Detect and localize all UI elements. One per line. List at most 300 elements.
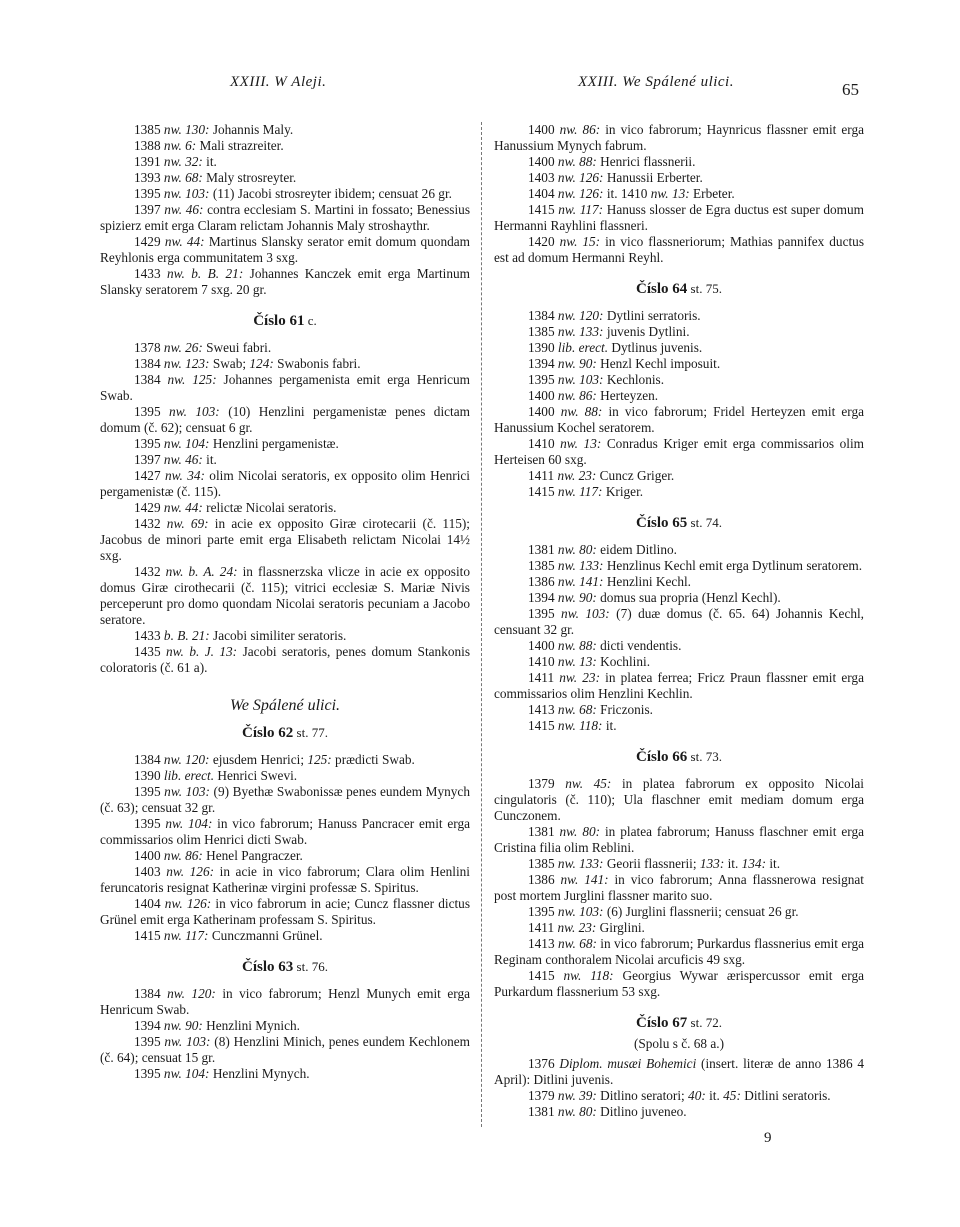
entry-text: 1411 — [528, 670, 560, 685]
entry-text: it. 1410 — [606, 186, 651, 201]
entry-text: 1397 — [134, 452, 164, 467]
entry-text: in vico fabrorum; Haynricus flassner emit erga Hanussium Mynych fabrum. — [494, 122, 865, 153]
source-reference: nw. 118: — [563, 968, 623, 983]
entry-text: 1415 — [528, 202, 559, 217]
entry-text: 1379 — [528, 776, 566, 791]
source-reference: nw. 68: — [557, 702, 601, 717]
entry-text: 1394 — [134, 1018, 164, 1033]
entry-text: 1393 — [134, 170, 164, 185]
entry-text: 1391 — [134, 154, 164, 169]
source-reference: nw. 6: — [163, 138, 200, 153]
source-reference: nw. 13: — [650, 186, 694, 201]
record-entry — [494, 1056, 864, 1088]
source-reference: nw. 44: — [164, 234, 209, 249]
record-entry — [100, 452, 470, 468]
entry-text: 1400 — [528, 154, 558, 169]
record-entry — [100, 340, 470, 356]
house-number-heading — [494, 280, 864, 298]
entry-text: 1394 — [528, 590, 558, 605]
entry-text: relictæ Nicolai seratoris. — [206, 500, 337, 515]
source-reference: nw. 120: — [167, 986, 223, 1001]
entry-text: it. — [769, 856, 781, 871]
source-reference: nw. 141: — [557, 574, 607, 589]
entry-text: Johannis Maly. — [212, 122, 294, 137]
source-reference: nw. 126: — [557, 186, 607, 201]
record-entry — [494, 936, 864, 968]
source-reference: nw. 120: — [163, 752, 213, 767]
entry-text: Friczonis. — [600, 702, 653, 717]
entry-text: it. — [605, 718, 617, 733]
entry-text: Henrici Swevi. — [217, 768, 298, 783]
entry-text: Hanuss slosser de Egra ductus est super domum Hermanni Rayhlini flassneri. — [494, 202, 865, 233]
source-reference: nw. 88: — [560, 404, 609, 419]
entry-text: Henzlini Kechl. — [606, 574, 691, 589]
source-reference: nw. 130: — [163, 122, 213, 137]
source-reference: nw. 103: — [164, 784, 214, 799]
entry-text: it. — [206, 154, 217, 169]
entry-text: 1415 — [528, 484, 558, 499]
source-reference: nw. 126: — [166, 864, 220, 879]
entry-text: Ditlino seratori; — [600, 1088, 689, 1103]
record-entry — [494, 1088, 864, 1104]
source-reference: nw. 26: — [163, 340, 207, 355]
entry-text: Kochlini. — [600, 654, 651, 669]
record-entry — [494, 308, 864, 324]
house-old-number: c. — [304, 313, 317, 328]
house-old-number: st. 72. — [687, 1015, 722, 1030]
record-entry — [100, 170, 470, 186]
source-reference: nw. 103: — [164, 1034, 215, 1049]
record-entry — [100, 1034, 470, 1066]
entry-text: Mali strazreiter. — [199, 138, 284, 153]
source-reference: nw. 23: — [557, 920, 600, 935]
entry-text: Johannes pergamenista emit erga Henricum Swab. — [100, 372, 470, 403]
entry-text: 1388 — [134, 138, 164, 153]
entry-text: in platea fabrorum ex opposito Nicolai cingulatoris (č. 110); Ula flaschner emit mediam domum erga Cunczonem. — [494, 776, 864, 823]
entry-text: 1385 — [134, 122, 164, 137]
record-entry — [100, 404, 470, 436]
entry-text: Kriger. — [605, 484, 644, 499]
record-entry — [100, 122, 470, 138]
source-reference: nw. 15: — [559, 234, 606, 249]
record-entry — [100, 138, 470, 154]
source-reference: nw. 68: — [557, 936, 601, 951]
entry-text: 1386 — [528, 872, 561, 887]
house-number-heading — [494, 748, 864, 766]
house-old-number: st. 73. — [687, 749, 722, 764]
house-number: Číslo 65 — [636, 515, 688, 531]
entry-text: Swab; — [212, 356, 250, 371]
street-section-heading: We Spálené ulici. — [229, 697, 341, 714]
running-header-right: XXIII. We Spálené ulici. — [578, 74, 734, 90]
house-number: Číslo 67 — [636, 1015, 688, 1031]
entry-text: in vico fabrorum; Anna flassnerowa resignat post mortem Jurglini flassner marito suo. — [494, 872, 864, 903]
entry-text: 1384 — [134, 356, 164, 371]
entry-text: 1400 — [134, 848, 164, 863]
source-reference: nw. 118: — [557, 718, 606, 733]
source-reference: b. B. 21: — [163, 628, 214, 643]
entry-text: Ditlini seratoris. — [744, 1088, 831, 1103]
record-entry — [100, 154, 470, 170]
source-reference: nw. 34: — [164, 468, 210, 483]
source-reference: nw. 103: — [557, 904, 607, 919]
source-reference: 45: — [723, 1088, 745, 1103]
entry-text: (9) Byethæ Swabonissæ penes eundem Mynych (č. 63); censuat 32 gr. — [100, 784, 470, 815]
entry-text: 1413 — [528, 702, 558, 717]
record-entry — [100, 784, 470, 816]
entry-text: 1395 — [134, 1034, 165, 1049]
entry-text: juvenis Dytlini. — [606, 324, 690, 339]
entry-text: domus sua propria (Henzl Kechl). — [600, 590, 781, 605]
entry-text: 1397 — [134, 202, 165, 217]
entry-text: 1390 — [528, 340, 558, 355]
entry-text: Girglini. — [599, 920, 645, 935]
entry-text: 1404 — [134, 896, 165, 911]
record-entry — [494, 1104, 864, 1120]
house-number: Číslo 63 — [242, 959, 294, 975]
entry-text: 1381 — [528, 542, 558, 557]
entry-text: Ditlino juveneo. — [600, 1104, 687, 1119]
source-reference: nw. 133: — [557, 324, 607, 339]
entry-text: Cuncz Griger. — [599, 468, 675, 483]
record-entry — [100, 500, 470, 516]
record-entry — [494, 920, 864, 936]
source-reference: nw. 104: — [165, 816, 218, 831]
entry-text: 1415 — [528, 718, 558, 733]
source-reference: 125: — [307, 752, 336, 767]
entry-text: Kechlonis. — [606, 372, 665, 387]
record-entry — [100, 928, 470, 944]
entry-text: (8) Henzlini Minich, penes eundem Kechlonem (č. 64); censuat 15 gr. — [100, 1034, 470, 1065]
record-entry — [494, 856, 864, 872]
record-entry — [494, 404, 864, 436]
entry-text: 1415 — [134, 928, 164, 943]
source-reference: nw. 46: — [163, 452, 207, 467]
entry-text: 1420 — [528, 234, 560, 249]
source-reference: nw. 13: — [557, 654, 601, 669]
house-old-number: st. 74. — [687, 515, 722, 530]
entry-text: Henrici flassnerii. — [600, 154, 696, 169]
entry-text: 1410 — [528, 654, 558, 669]
record-entry — [100, 564, 470, 628]
source-reference: 124: — [249, 356, 278, 371]
entry-text: 1432 — [134, 564, 166, 579]
entry-text: 1385 — [528, 324, 558, 339]
house-old-number: st. 77. — [293, 725, 328, 740]
entry-text: dicti vendentis. — [600, 638, 682, 653]
entry-text: Herteyzen. — [600, 388, 659, 403]
entry-text: Dytlinus juvenis. — [611, 340, 703, 355]
entry-text: 1403 — [528, 170, 558, 185]
entry-text: Henel Pangraczer. — [206, 848, 303, 863]
record-entry — [494, 154, 864, 170]
entry-text: 1395 — [528, 904, 558, 919]
entry-text: in vico fabrorum; Fridel Herteyzen emit erga Hanussium Kochel seratorem. — [494, 404, 865, 435]
house-number-heading — [100, 958, 470, 976]
source-reference: 40: — [688, 1088, 710, 1103]
entry-text: 1411 — [528, 468, 558, 483]
entry-text: 1429 — [134, 500, 164, 515]
record-entry — [100, 1066, 470, 1082]
entry-text: in vico fabrorum; Henzl Munych emit erga Henricum Swab. — [100, 986, 470, 1017]
right-column — [494, 122, 864, 1120]
house-number-heading — [100, 724, 470, 742]
source-reference: nw. 103: — [169, 404, 229, 419]
source-reference: nw. 133: — [557, 856, 607, 871]
record-entry — [100, 896, 470, 928]
entry-text: 1385 — [528, 558, 558, 573]
entry-text: 1415 — [528, 968, 564, 983]
source-reference: nw. 120: — [557, 308, 607, 323]
record-entry — [494, 824, 864, 856]
record-entry — [100, 436, 470, 452]
record-entry — [494, 234, 864, 266]
source-reference: nw. 123: — [163, 356, 213, 371]
source-reference: nw. 125: — [167, 372, 224, 387]
source-reference: nw. 133: — [557, 558, 607, 573]
house-number: Číslo 66 — [636, 749, 688, 765]
entry-text: 1395 — [134, 1066, 164, 1081]
entry-text: Swabonis fabri. — [277, 356, 361, 371]
record-entry — [100, 234, 470, 266]
record-entry — [100, 768, 470, 784]
entry-text: 1384 — [134, 986, 168, 1001]
entry-text: ejusdem Henrici; — [212, 752, 308, 767]
source-reference: Diplom. musæi Bohemici — [559, 1056, 702, 1071]
entry-text: 1404 — [528, 186, 558, 201]
source-reference: nw. b. B. 21: — [167, 266, 250, 281]
record-entry — [100, 372, 470, 404]
record-entry — [494, 558, 864, 574]
entry-text: 1400 — [528, 122, 560, 137]
page-number: 65 — [842, 80, 859, 99]
house-number-heading — [494, 1014, 864, 1032]
running-header-left: XXIII. W Aleji. — [230, 74, 327, 90]
entry-text: 1411 — [528, 920, 558, 935]
entry-text: (11) Jacobi strosreyter ibidem; censuat 26 gr. — [212, 186, 452, 201]
source-reference: nw. 103: — [561, 606, 617, 621]
record-entry — [494, 670, 864, 702]
record-entry — [494, 574, 864, 590]
record-entry — [100, 1018, 470, 1034]
entry-text: 1395 — [134, 436, 164, 451]
record-entry — [100, 864, 470, 896]
record-entry — [494, 542, 864, 558]
entry-text: 1386 — [528, 574, 558, 589]
entry-text: 1433 — [134, 266, 168, 281]
entry-text: in platea ferrea; Fricz Praun flassner emit erga commissarios olim Henzlini Kechlin. — [494, 670, 864, 701]
house-number-heading — [100, 312, 470, 330]
entry-text: Georii flassnerii; — [606, 856, 700, 871]
entry-text: olim Nicolai seratoris, ex opposito olim Henrici pergamenistæ (č. 115). — [100, 468, 470, 499]
entry-text: 1379 — [528, 1088, 558, 1103]
record-entry — [100, 186, 470, 202]
entry-text: Maly strosreyter. — [206, 170, 297, 185]
heading-note: (Spolu s č. 68 a.) — [633, 1036, 725, 1051]
source-reference: nw. 126: — [557, 170, 607, 185]
entry-text: 1384 — [134, 372, 168, 387]
record-entry — [494, 324, 864, 340]
source-reference: nw. 13: — [560, 436, 607, 451]
entry-text: prædicti Swab. — [335, 752, 415, 767]
entry-text: 1385 — [528, 856, 558, 871]
entry-text: it. — [727, 856, 742, 871]
entry-text: in acie ex opposito Giræ cirotecarii (č. 115); Jacobus de minori parte emit erga Elisabeth relictam Nicolai 14½ sxg. — [100, 516, 470, 563]
source-reference: nw. 23: — [557, 468, 600, 483]
record-entry — [100, 468, 470, 500]
source-reference: 134: — [741, 856, 770, 871]
entry-text: Jacobi seratoris, penes domum Stankonis coloratoris (č. 61 a). — [100, 644, 471, 675]
entry-text: 1427 — [134, 468, 165, 483]
source-reference: nw. 32: — [163, 154, 207, 169]
entry-text: it. — [709, 1088, 724, 1103]
source-reference: nw. 90: — [557, 356, 601, 371]
record-entry — [494, 372, 864, 388]
record-entry — [100, 628, 470, 644]
record-entry — [494, 968, 864, 1000]
record-entry — [100, 516, 470, 564]
entry-text: (7) duæ domus (č. 65. 64) Johannis Kechl, censuant 32 gr. — [494, 606, 865, 637]
record-entry — [494, 654, 864, 670]
entry-text: Johannes Kanczek emit erga Martinum Slansky seratorem 7 sxg. 20 gr. — [100, 266, 471, 297]
entry-text: Erbeter. — [693, 186, 735, 201]
entry-text: Henzlini pergamenistæ. — [212, 436, 339, 451]
entry-text: contra ecclesiam S. Martini in fossato; Benessius spizierz emit erga Claram relictam Johannis Maly stroshaythr. — [100, 202, 470, 233]
entry-text: (6) Jurglini flassnerii; censuat 26 gr. — [606, 904, 799, 919]
entry-text: 1432 — [134, 516, 167, 531]
record-entry — [100, 266, 470, 298]
record-entry — [494, 702, 864, 718]
source-reference: nw. 68: — [163, 170, 207, 185]
entry-text: 1395 — [134, 816, 166, 831]
record-entry — [494, 356, 864, 372]
source-reference: nw. 80: — [557, 1104, 601, 1119]
source-reference: nw. 80: — [559, 824, 605, 839]
record-entry — [494, 638, 864, 654]
record-entry — [494, 484, 864, 500]
entry-text: 1378 — [134, 340, 164, 355]
left-column — [100, 122, 470, 1082]
source-reference: nw. 117: — [558, 202, 607, 217]
entry-text: 1395 — [528, 606, 562, 621]
source-reference: nw. 117: — [163, 928, 212, 943]
entry-text: Dytlini serratoris. — [606, 308, 701, 323]
entry-text: Jacobi similiter seratoris. — [213, 628, 347, 643]
entry-text: 1381 — [528, 824, 560, 839]
source-reference: nw. 44: — [163, 500, 207, 515]
record-entry — [494, 186, 864, 202]
entry-text: Henzlini Mynych. — [212, 1066, 310, 1081]
record-entry — [100, 816, 470, 848]
entry-text: Henzlini Mynich. — [206, 1018, 300, 1033]
source-reference: nw. 126: — [164, 896, 216, 911]
entry-text: in vico fabrorum; Purkardus flassnerius emit erga Reginam conthoralem Nicolai arcuficis 49 sxg. — [494, 936, 864, 967]
entry-text: Henzlinus Kechl emit erga Dytlinum seratorem. — [606, 558, 863, 573]
record-entry — [494, 872, 864, 904]
entry-text: 1413 — [528, 936, 558, 951]
source-reference: nw. 45: — [565, 776, 622, 791]
entry-text: 1376 — [528, 1056, 560, 1071]
house-number: Číslo 64 — [636, 281, 688, 297]
source-reference: nw. 88: — [557, 154, 601, 169]
source-reference: nw. 90: — [557, 590, 601, 605]
record-entry — [100, 644, 470, 676]
source-reference: nw. 103: — [163, 186, 213, 201]
entry-text: 1395 — [134, 186, 164, 201]
source-reference: nw. 90: — [163, 1018, 207, 1033]
source-reference: 133: — [699, 856, 728, 871]
entry-text: in platea fabrorum; Hanuss flaschner emit erga Cristina filia olim Reblini. — [494, 824, 864, 855]
record-entry — [100, 356, 470, 372]
entry-text: in acie in vico fabrorum; Clara olim Henlini feruncatoris resignat Katherinæ virgini professæ S. Spiritus. — [100, 864, 470, 895]
entry-text: 1435 — [134, 644, 167, 659]
record-entry — [494, 436, 864, 468]
entry-text: 1395 — [134, 404, 170, 419]
entry-text: 1390 — [134, 768, 164, 783]
house-old-number: st. 76. — [293, 959, 328, 974]
house-old-number: st. 75. — [687, 281, 722, 296]
entry-text: in vico flassneriorum; Mathias pannifex ductus est ad domum Hermanni Reyhl. — [494, 234, 865, 265]
entry-text: Cunczmanni Grünel. — [211, 928, 323, 943]
record-entry — [100, 986, 470, 1018]
source-reference: nw. 23: — [559, 670, 606, 685]
entry-text: 1395 — [134, 784, 165, 799]
record-entry — [494, 468, 864, 484]
record-entry — [494, 776, 864, 824]
entry-text: 1403 — [134, 864, 167, 879]
entry-text: in vico fabrorum; Hanuss Pancracer emit erga commissarios olim Henrici dicti Swab. — [100, 816, 470, 847]
entry-text: 1429 — [134, 234, 165, 249]
entry-text: eidem Ditlino. — [600, 542, 677, 557]
source-reference: nw. 46: — [164, 202, 208, 217]
record-entry — [494, 388, 864, 404]
entry-text: Hanussii Erberter. — [606, 170, 703, 185]
entry-text: 1400 — [528, 388, 558, 403]
entry-text: Martinus Slansky serator emit domum quondam Reyhlonis erga communitatem 3 sxg. — [100, 234, 470, 265]
entry-text: Conradus Kriger emit erga commissarios olim Herteisen 60 sxg. — [494, 436, 864, 467]
column-divider — [481, 122, 482, 1127]
source-reference: nw. 103: — [557, 372, 607, 387]
source-reference: lib. erect. — [163, 768, 218, 783]
source-reference: lib. erect. — [557, 340, 612, 355]
source-reference: nw. 80: — [557, 542, 601, 557]
source-reference: nw. 141: — [560, 872, 615, 887]
record-entry — [494, 340, 864, 356]
source-reference: nw. 86: — [557, 388, 601, 403]
entry-text: in flassnerzska vlicze in acie ex opposito domus Giræ cirothecarii (č. 115); vitrici ecclesiæ S. Mariæ Nivis perceperunt pro domo quondam Nicolai seratoris pecuniam a Jacobo seratore. — [100, 564, 470, 627]
entry-text: 1400 — [528, 404, 561, 419]
source-reference: nw. 69: — [166, 516, 215, 531]
record-entry — [494, 590, 864, 606]
record-entry — [100, 752, 470, 768]
record-entry — [494, 904, 864, 920]
entry-text: it. — [206, 452, 217, 467]
record-entry — [494, 606, 864, 638]
source-reference: nw. b. A. 24: — [165, 564, 243, 579]
entry-text: (insert. literæ de anno 1386 4 April): Ditlini juvenis. — [494, 1056, 865, 1087]
house-number-heading — [494, 514, 864, 532]
source-reference: nw. 104: — [163, 436, 213, 451]
source-reference: nw. 104: — [163, 1066, 213, 1081]
record-entry — [494, 170, 864, 186]
entry-text: 1400 — [528, 638, 558, 653]
entry-text: 1384 — [528, 308, 558, 323]
entry-text: 1410 — [528, 436, 561, 451]
house-number: Číslo 61 — [253, 313, 305, 329]
source-reference: nw. 86: — [163, 848, 207, 863]
record-entry — [494, 202, 864, 234]
record-entry — [494, 718, 864, 734]
